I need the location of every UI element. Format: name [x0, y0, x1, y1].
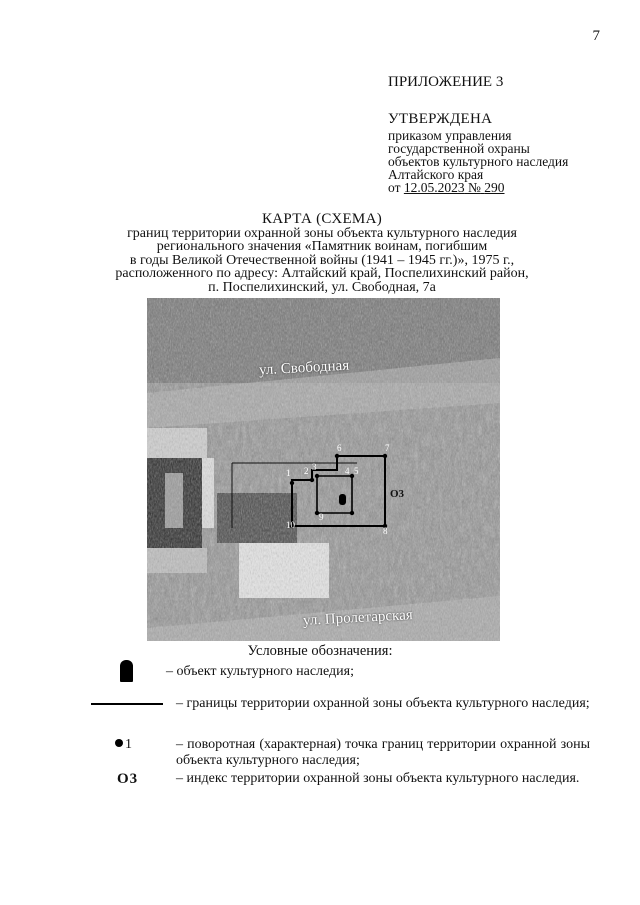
point-symbol — [115, 737, 132, 753]
point-symbol-label: 1 — [125, 737, 132, 752]
boundary-line-symbol — [91, 703, 163, 705]
street-label-bottom: ул. Пролетарская — [302, 607, 414, 629]
order-date: 12.05.2023 — [403, 180, 465, 195]
point-label: 7 — [385, 443, 390, 453]
order-number: 290 — [484, 180, 505, 195]
point-label: 3 — [312, 462, 317, 472]
monument-icon — [339, 494, 346, 505]
dot-icon — [115, 739, 123, 747]
map-title-line: в годы Великой Отечественной войны (1941 – 1945 гг.)», 1975 г., — [129, 252, 515, 268]
point-label: 5 — [354, 466, 359, 476]
point-label: 1 — [286, 468, 291, 478]
order-no-sign: № — [467, 180, 481, 195]
map-title-line: расположенного по адресу: Алтайский край, Поспелихинский район, — [115, 266, 529, 281]
order-line: приказом управления — [388, 128, 512, 143]
appendix-title: ПРИЛОЖЕНИЕ 3 — [388, 74, 504, 90]
legend-text: – поворотная (характерная) точка границ территории охранной зоны объекта культурного наследия; — [176, 737, 590, 768]
point-label: 2 — [304, 466, 309, 476]
point-label: 6 — [337, 443, 342, 453]
map-scheme — [147, 298, 500, 641]
map-title — [70, 213, 574, 294]
map-title-line: регионального значения «Памятник воинам, погибшим — [156, 239, 488, 254]
legend-text: – объект культурного наследия; — [166, 664, 354, 679]
zone-index-symbol: О3 — [117, 771, 139, 787]
order-block — [388, 129, 568, 194]
map-heading: КАРТА (СХЕМА) — [261, 211, 383, 227]
map-title-line: границ территории охранной зоны объекта культурного наследия — [127, 225, 517, 241]
aerial-photo — [147, 298, 500, 641]
point-label: 8 — [383, 526, 388, 536]
legend-text: – границы территории охранной зоны объекта культурного наследия; — [176, 696, 590, 711]
order-line: объектов культурного наследия — [388, 154, 569, 169]
point-label: 4 — [345, 466, 350, 476]
legend-text: – индекс территории охранной зоны объекта культурного наследия. — [176, 771, 580, 786]
order-line: государственной охраны — [388, 141, 530, 156]
order-line: Алтайского края — [388, 167, 484, 182]
legend-title: Условные обозначения: — [247, 643, 393, 659]
order-date-line — [388, 181, 568, 194]
monument-icon — [120, 660, 133, 682]
point-label: 9 — [319, 512, 324, 522]
approved-stamp: УТВЕРЖДЕНА — [388, 111, 493, 127]
zone-index-label: О3 — [390, 488, 405, 500]
street-label-top: ул. Свободная — [258, 357, 350, 379]
page-number: 7 — [592, 28, 600, 44]
order-from: от — [388, 180, 401, 195]
point-label: 10 — [286, 520, 295, 530]
map-title-line: п. Поспелихинский, ул. Свободная, 7а — [208, 279, 436, 295]
